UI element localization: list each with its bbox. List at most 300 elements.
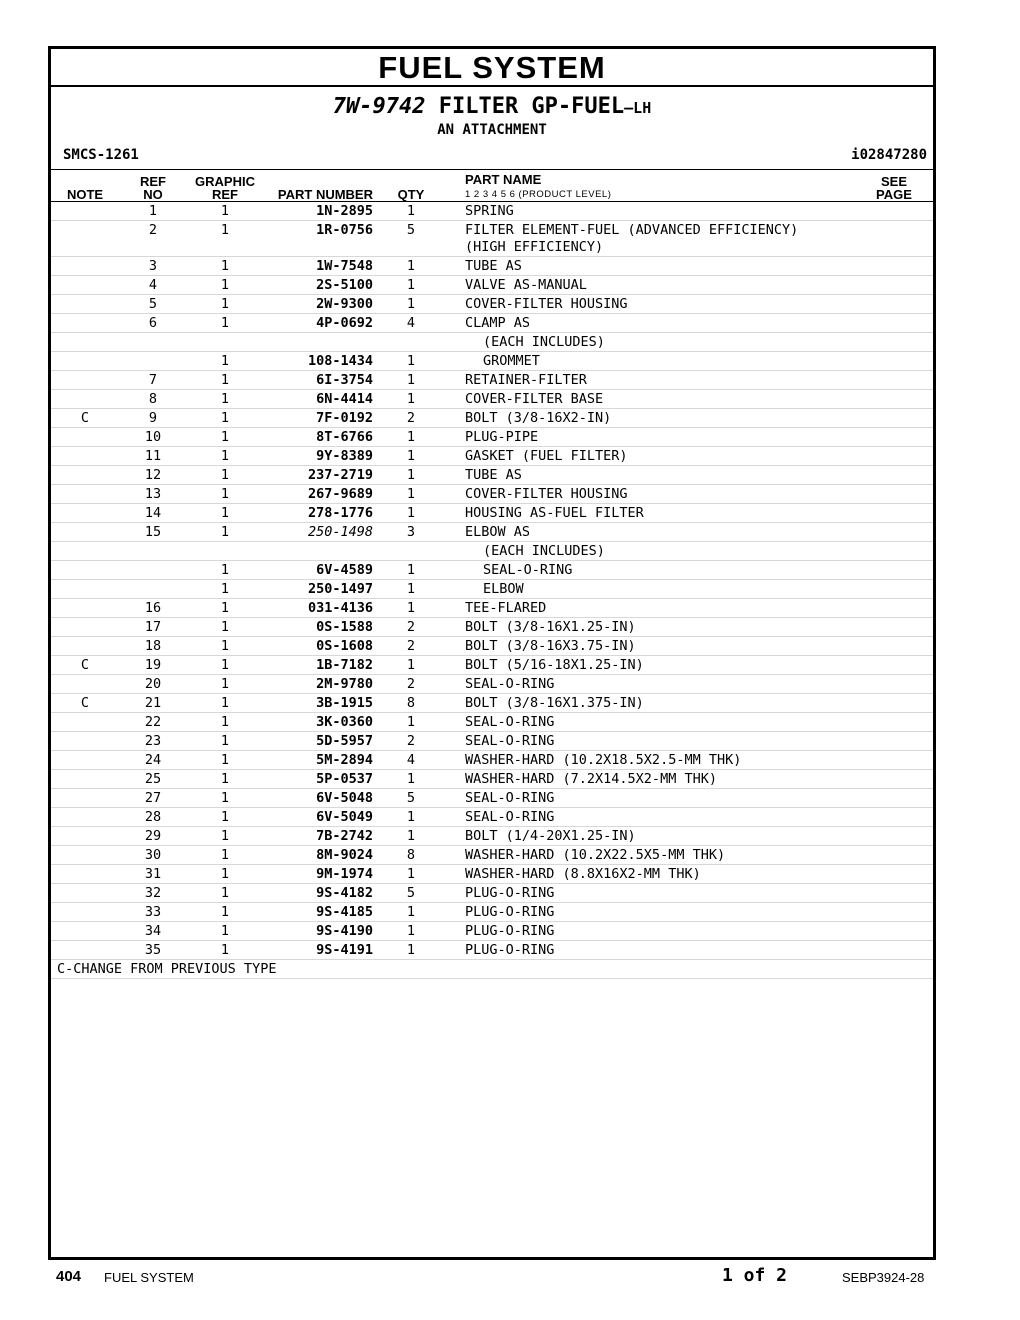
qty-cell: 1 (383, 770, 439, 789)
part-name-cell: WASHER-HARD (8.8X16X2-MM THK) (439, 865, 855, 884)
graphic-ref-cell: 1 (187, 371, 263, 390)
ref-no-cell: 25 (119, 770, 187, 789)
ref-no-cell: 24 (119, 751, 187, 770)
note-cell (51, 941, 119, 960)
ref-no-cell: 20 (119, 675, 187, 694)
see-page-cell (855, 485, 933, 504)
ref-no-cell: 21 (119, 694, 187, 713)
graphic-ref-cell: 1 (187, 751, 263, 770)
note-cell (51, 580, 119, 599)
qty-cell: 1 (383, 447, 439, 466)
table-row (51, 371, 933, 390)
part-number-cell: 9S-4185 (263, 903, 383, 922)
part-number-cell: 2W-9300 (263, 295, 383, 314)
part-name-cell: BOLT (3/8-16X2-IN) (439, 409, 855, 428)
ref-no-cell: 5 (119, 295, 187, 314)
part-name-cell: ELBOW AS (439, 523, 855, 542)
section-title: FUEL SYSTEM (51, 49, 933, 87)
table-row (51, 447, 933, 466)
note-cell (51, 295, 119, 314)
parts-page-frame (48, 46, 936, 1260)
ref-no-cell: 23 (119, 732, 187, 751)
part-name-cell: RETAINER-FILTER (439, 371, 855, 390)
see-page-cell (855, 694, 933, 713)
qty-cell: 1 (383, 865, 439, 884)
ref-no-cell: 13 (119, 485, 187, 504)
part-name-cell: BOLT (3/8-16X1.375-IN) (439, 694, 855, 713)
ref-no-cell (119, 542, 187, 561)
see-page-cell (855, 808, 933, 827)
part-number-cell: 6V-5048 (263, 789, 383, 808)
part-name-cell: SEAL-O-RING (439, 561, 855, 580)
qty-cell: 1 (383, 485, 439, 504)
qty-cell: 1 (383, 808, 439, 827)
note-cell (51, 846, 119, 865)
part-name-cell: TUBE AS (439, 257, 855, 276)
see-page-cell (855, 257, 933, 276)
note-cell (51, 808, 119, 827)
ref-no-cell: 34 (119, 922, 187, 941)
part-number-cell: 6I-3754 (263, 371, 383, 390)
qty-cell: 2 (383, 618, 439, 637)
note-cell (51, 428, 119, 447)
see-page-cell (855, 732, 933, 751)
see-page-cell (855, 580, 933, 599)
qty-cell: 1 (383, 903, 439, 922)
graphic-ref-cell: 1 (187, 276, 263, 295)
see-page-cell (855, 447, 933, 466)
see-page-cell (855, 352, 933, 371)
ref-no-cell: 32 (119, 884, 187, 903)
part-name-cell: PLUG-O-RING (439, 903, 855, 922)
ref-no-cell: 7 (119, 371, 187, 390)
qty-cell: 2 (383, 675, 439, 694)
graphic-ref-cell: 1 (187, 504, 263, 523)
graphic-ref-cell: 1 (187, 257, 263, 276)
part-name-cell: FILTER ELEMENT-FUEL (ADVANCED EFFICIENCY) (HIGH EFFICIENCY) (439, 221, 855, 257)
ref-no-cell: 27 (119, 789, 187, 808)
note-cell (51, 884, 119, 903)
qty-cell: 5 (383, 789, 439, 808)
table-row (51, 884, 933, 903)
see-page-cell (855, 770, 933, 789)
graphic-ref-cell: 1 (187, 202, 263, 221)
ref-no-cell: 3 (119, 257, 187, 276)
part-name-cell: HOUSING AS-FUEL FILTER (439, 504, 855, 523)
ref-no-cell: 11 (119, 447, 187, 466)
ref-no-cell: 8 (119, 390, 187, 409)
qty-cell: 1 (383, 656, 439, 675)
see-page-cell (855, 599, 933, 618)
ref-no-cell: 18 (119, 637, 187, 656)
part-name-cell: SEAL-O-RING (439, 675, 855, 694)
part-name-cell: SEAL-O-RING (439, 808, 855, 827)
footnote-row (51, 960, 933, 979)
product-level-scale: 1 2 3 4 5 6 (PRODUCT LEVEL) (465, 189, 612, 200)
ref-no-cell: 12 (119, 466, 187, 485)
qty-cell: 1 (383, 202, 439, 221)
part-name-cell: BOLT (3/8-16X1.25-IN) (439, 618, 855, 637)
graphic-ref-cell: 1 (187, 580, 263, 599)
part-name-cell: SEAL-O-RING (439, 732, 855, 751)
part-name-cell: WASHER-HARD (10.2X22.5X5-MM THK) (439, 846, 855, 865)
see-page-cell (855, 561, 933, 580)
see-page-cell (855, 276, 933, 295)
note-cell (51, 618, 119, 637)
page-footer (0, 1264, 1020, 1294)
note-cell (51, 314, 119, 333)
table-row (51, 941, 933, 960)
graphic-ref-cell: 1 (187, 390, 263, 409)
ref-no-cell: 35 (119, 941, 187, 960)
see-page-cell (855, 333, 933, 352)
note-cell (51, 504, 119, 523)
note-cell (51, 352, 119, 371)
see-page-cell (855, 390, 933, 409)
table-row (51, 618, 933, 637)
part-number-cell: 9S-4190 (263, 922, 383, 941)
table-row (51, 732, 933, 751)
smcs-code: SMCS-1261 (63, 147, 139, 163)
qty-cell: 1 (383, 295, 439, 314)
note-cell (51, 561, 119, 580)
see-page-cell (855, 903, 933, 922)
assembly-subtitle: AN ATTACHMENT (437, 122, 547, 138)
see-page-cell (855, 618, 933, 637)
part-name-cell: SEAL-O-RING (439, 789, 855, 808)
see-page-cell (855, 713, 933, 732)
graphic-ref-cell: 1 (187, 922, 263, 941)
see-page-cell (855, 637, 933, 656)
part-number-cell: 278-1776 (263, 504, 383, 523)
part-number-cell: 6N-4414 (263, 390, 383, 409)
table-row (51, 789, 933, 808)
graphic-ref-cell: 1 (187, 409, 263, 428)
sheet-count: 1 of 2 (722, 1265, 788, 1286)
part-number-cell: 1N-2895 (263, 202, 383, 221)
note-cell (51, 485, 119, 504)
illustration-id: i02847280 (851, 147, 927, 163)
col-part-name: PART NAME 1 2 3 4 5 6 (PRODUCT LEVEL) (439, 170, 855, 202)
part-name-cell: (EACH INCLUDES) (439, 542, 855, 561)
see-page-cell (855, 656, 933, 675)
table-row (51, 523, 933, 542)
see-page-cell (855, 884, 933, 903)
ref-no-cell: 14 (119, 504, 187, 523)
graphic-ref-cell: 1 (187, 694, 263, 713)
qty-cell: 4 (383, 751, 439, 770)
table-row (51, 713, 933, 732)
note-cell (51, 789, 119, 808)
part-number-cell: 031-4136 (263, 599, 383, 618)
see-page-cell (855, 221, 933, 257)
graphic-ref-cell: 1 (187, 561, 263, 580)
ref-no-cell: 33 (119, 903, 187, 922)
graphic-ref-cell: 1 (187, 352, 263, 371)
graphic-ref-cell: 1 (187, 295, 263, 314)
note-cell (51, 276, 119, 295)
graphic-ref-cell: 1 (187, 637, 263, 656)
note-cell (51, 371, 119, 390)
table-row (51, 694, 933, 713)
table-row (51, 295, 933, 314)
ref-no-cell: 9 (119, 409, 187, 428)
qty-cell: 1 (383, 390, 439, 409)
note-cell (51, 333, 119, 352)
table-row (51, 542, 933, 561)
part-number-cell: 267-9689 (263, 485, 383, 504)
note-cell (51, 523, 119, 542)
footnote-text: C-CHANGE FROM PREVIOUS TYPE (51, 960, 933, 979)
note-cell (51, 257, 119, 276)
table-row (51, 827, 933, 846)
note-cell (51, 713, 119, 732)
note-cell (51, 542, 119, 561)
qty-cell: 5 (383, 221, 439, 257)
table-row (51, 770, 933, 789)
table-row (51, 466, 933, 485)
graphic-ref-cell: 1 (187, 713, 263, 732)
see-page-cell (855, 846, 933, 865)
part-number-cell: 5M-2894 (263, 751, 383, 770)
part-number-cell: 9S-4182 (263, 884, 383, 903)
qty-cell: 1 (383, 827, 439, 846)
qty-cell: 1 (383, 599, 439, 618)
note-cell (51, 865, 119, 884)
see-page-cell (855, 295, 933, 314)
graphic-ref-cell: 1 (187, 466, 263, 485)
see-page-cell (855, 789, 933, 808)
ref-no-cell: 22 (119, 713, 187, 732)
page-number: 404 (56, 1268, 82, 1285)
part-number-cell: 237-2719 (263, 466, 383, 485)
part-name-cell: COVER-FILTER HOUSING (439, 485, 855, 504)
see-page-cell (855, 751, 933, 770)
table-row (51, 276, 933, 295)
part-name-cell: BOLT (1/4-20X1.25-IN) (439, 827, 855, 846)
table-row (51, 221, 933, 257)
table-row (51, 202, 933, 221)
part-number-cell: 2S-5100 (263, 276, 383, 295)
see-page-cell (855, 542, 933, 561)
part-name-cell: (EACH INCLUDES) (439, 333, 855, 352)
table-row (51, 903, 933, 922)
part-name-cell: TUBE AS (439, 466, 855, 485)
see-page-cell (855, 865, 933, 884)
part-name-cell: BOLT (5/16-18X1.25-IN) (439, 656, 855, 675)
graphic-ref-cell: 1 (187, 314, 263, 333)
graphic-ref-cell (187, 333, 263, 352)
part-number-cell: 108-1434 (263, 352, 383, 371)
graphic-ref-cell: 1 (187, 485, 263, 504)
see-page-cell (855, 428, 933, 447)
table-row (51, 656, 933, 675)
qty-cell: 1 (383, 922, 439, 941)
graphic-ref-cell: 1 (187, 732, 263, 751)
graphic-ref-cell: 1 (187, 656, 263, 675)
part-number-cell: 1W-7548 (263, 257, 383, 276)
part-number-cell: 250-1498 (263, 523, 383, 542)
see-page-cell (855, 523, 933, 542)
graphic-ref-cell: 1 (187, 523, 263, 542)
see-page-cell (855, 466, 933, 485)
assembly-suffix: —LH (624, 99, 652, 117)
part-name-cell: PLUG-PIPE (439, 428, 855, 447)
part-number-cell: 5D-5957 (263, 732, 383, 751)
ref-no-cell (119, 333, 187, 352)
see-page-cell (855, 941, 933, 960)
graphic-ref-cell: 1 (187, 846, 263, 865)
qty-cell: 1 (383, 713, 439, 732)
qty-cell: 1 (383, 561, 439, 580)
note-cell (51, 751, 119, 770)
note-cell (51, 221, 119, 257)
ref-no-cell (119, 561, 187, 580)
part-number-cell: 1R-0756 (263, 221, 383, 257)
see-page-cell (855, 827, 933, 846)
table-row (51, 314, 933, 333)
table-row (51, 390, 933, 409)
ref-no-cell: 28 (119, 808, 187, 827)
ref-no-cell: 30 (119, 846, 187, 865)
part-name-cell: VALVE AS-MANUAL (439, 276, 855, 295)
part-number-cell: 3B-1915 (263, 694, 383, 713)
note-cell (51, 675, 119, 694)
see-page-cell (855, 504, 933, 523)
graphic-ref-cell: 1 (187, 221, 263, 257)
part-name-cell: SEAL-O-RING (439, 713, 855, 732)
see-page-cell (855, 409, 933, 428)
see-page-cell (855, 314, 933, 333)
qty-cell: 2 (383, 409, 439, 428)
part-number-cell: 6V-5049 (263, 808, 383, 827)
qty-cell: 1 (383, 428, 439, 447)
ref-no-cell: 29 (119, 827, 187, 846)
table-row (51, 428, 933, 447)
part-number-cell: 6V-4589 (263, 561, 383, 580)
col-part-number: PART NUMBER (263, 170, 383, 202)
qty-cell: 5 (383, 884, 439, 903)
part-number-cell: 250-1497 (263, 580, 383, 599)
table-row (51, 865, 933, 884)
part-number-cell: 1B-7182 (263, 656, 383, 675)
part-number-cell: 8T-6766 (263, 428, 383, 447)
part-name-cell: BOLT (3/8-16X3.75-IN) (439, 637, 855, 656)
graphic-ref-cell (187, 542, 263, 561)
table-row (51, 846, 933, 865)
note-cell (51, 732, 119, 751)
graphic-ref-cell: 1 (187, 903, 263, 922)
part-name-cell: ELBOW (439, 580, 855, 599)
parts-table (51, 170, 933, 979)
part-name-cell: COVER-FILTER BASE (439, 390, 855, 409)
part-number-cell: 0S-1608 (263, 637, 383, 656)
ref-no-cell: 10 (119, 428, 187, 447)
note-cell (51, 637, 119, 656)
note-cell (51, 827, 119, 846)
part-name-cell: GASKET (FUEL FILTER) (439, 447, 855, 466)
ref-no-cell (119, 580, 187, 599)
part-name-cell: PLUG-O-RING (439, 922, 855, 941)
part-number-cell: 9M-1974 (263, 865, 383, 884)
graphic-ref-cell: 1 (187, 941, 263, 960)
note-cell (51, 903, 119, 922)
graphic-ref-cell: 1 (187, 447, 263, 466)
note-cell (51, 770, 119, 789)
part-number-cell: 3K-0360 (263, 713, 383, 732)
see-page-cell (855, 371, 933, 390)
ref-no-cell: 19 (119, 656, 187, 675)
ref-no-cell: 1 (119, 202, 187, 221)
part-number-cell: 2M-9780 (263, 675, 383, 694)
graphic-ref-cell: 1 (187, 618, 263, 637)
qty-cell: 1 (383, 466, 439, 485)
col-see-page: SEE PAGE (855, 170, 933, 202)
note-cell: C (51, 656, 119, 675)
note-cell (51, 599, 119, 618)
part-number-cell (263, 333, 383, 352)
note-cell (51, 922, 119, 941)
part-number-cell: 8M-9024 (263, 846, 383, 865)
part-number-cell: 5P-0537 (263, 770, 383, 789)
smcs-row (51, 143, 933, 170)
part-name-cell: COVER-FILTER HOUSING (439, 295, 855, 314)
part-name-cell: CLAMP AS (439, 314, 855, 333)
part-name-cell: PLUG-O-RING (439, 884, 855, 903)
ref-no-cell: 2 (119, 221, 187, 257)
table-row (51, 808, 933, 827)
ref-no-cell (119, 352, 187, 371)
note-cell (51, 390, 119, 409)
col-qty: QTY (383, 170, 439, 202)
col-note: NOTE (51, 170, 119, 202)
ref-no-cell: 15 (119, 523, 187, 542)
qty-cell: 3 (383, 523, 439, 542)
qty-cell: 1 (383, 371, 439, 390)
note-cell: C (51, 694, 119, 713)
table-row (51, 333, 933, 352)
qty-cell: 2 (383, 637, 439, 656)
note-cell: C (51, 409, 119, 428)
graphic-ref-cell: 1 (187, 884, 263, 903)
assembly-description: FILTER GP-FUEL (438, 94, 625, 119)
table-row (51, 599, 933, 618)
qty-cell: 1 (383, 504, 439, 523)
part-name-cell: WASHER-HARD (10.2X18.5X2.5-MM THK) (439, 751, 855, 770)
table-row (51, 257, 933, 276)
table-row (51, 751, 933, 770)
graphic-ref-cell: 1 (187, 770, 263, 789)
part-name-cell: TEE-FLARED (439, 599, 855, 618)
graphic-ref-cell: 1 (187, 827, 263, 846)
part-name-cell: SPRING (439, 202, 855, 221)
part-number-cell: 9S-4191 (263, 941, 383, 960)
graphic-ref-cell: 1 (187, 865, 263, 884)
part-number-cell: 0S-1588 (263, 618, 383, 637)
table-row (51, 675, 933, 694)
qty-cell (383, 542, 439, 561)
qty-cell: 1 (383, 257, 439, 276)
footer-section-name: FUEL SYSTEM (104, 1270, 194, 1285)
graphic-ref-cell: 1 (187, 808, 263, 827)
table-row (51, 504, 933, 523)
part-name-cell: WASHER-HARD (7.2X14.5X2-MM THK) (439, 770, 855, 789)
ref-no-cell: 4 (119, 276, 187, 295)
part-number-cell: 9Y-8389 (263, 447, 383, 466)
table-row (51, 352, 933, 371)
graphic-ref-cell: 1 (187, 599, 263, 618)
graphic-ref-cell: 1 (187, 428, 263, 447)
